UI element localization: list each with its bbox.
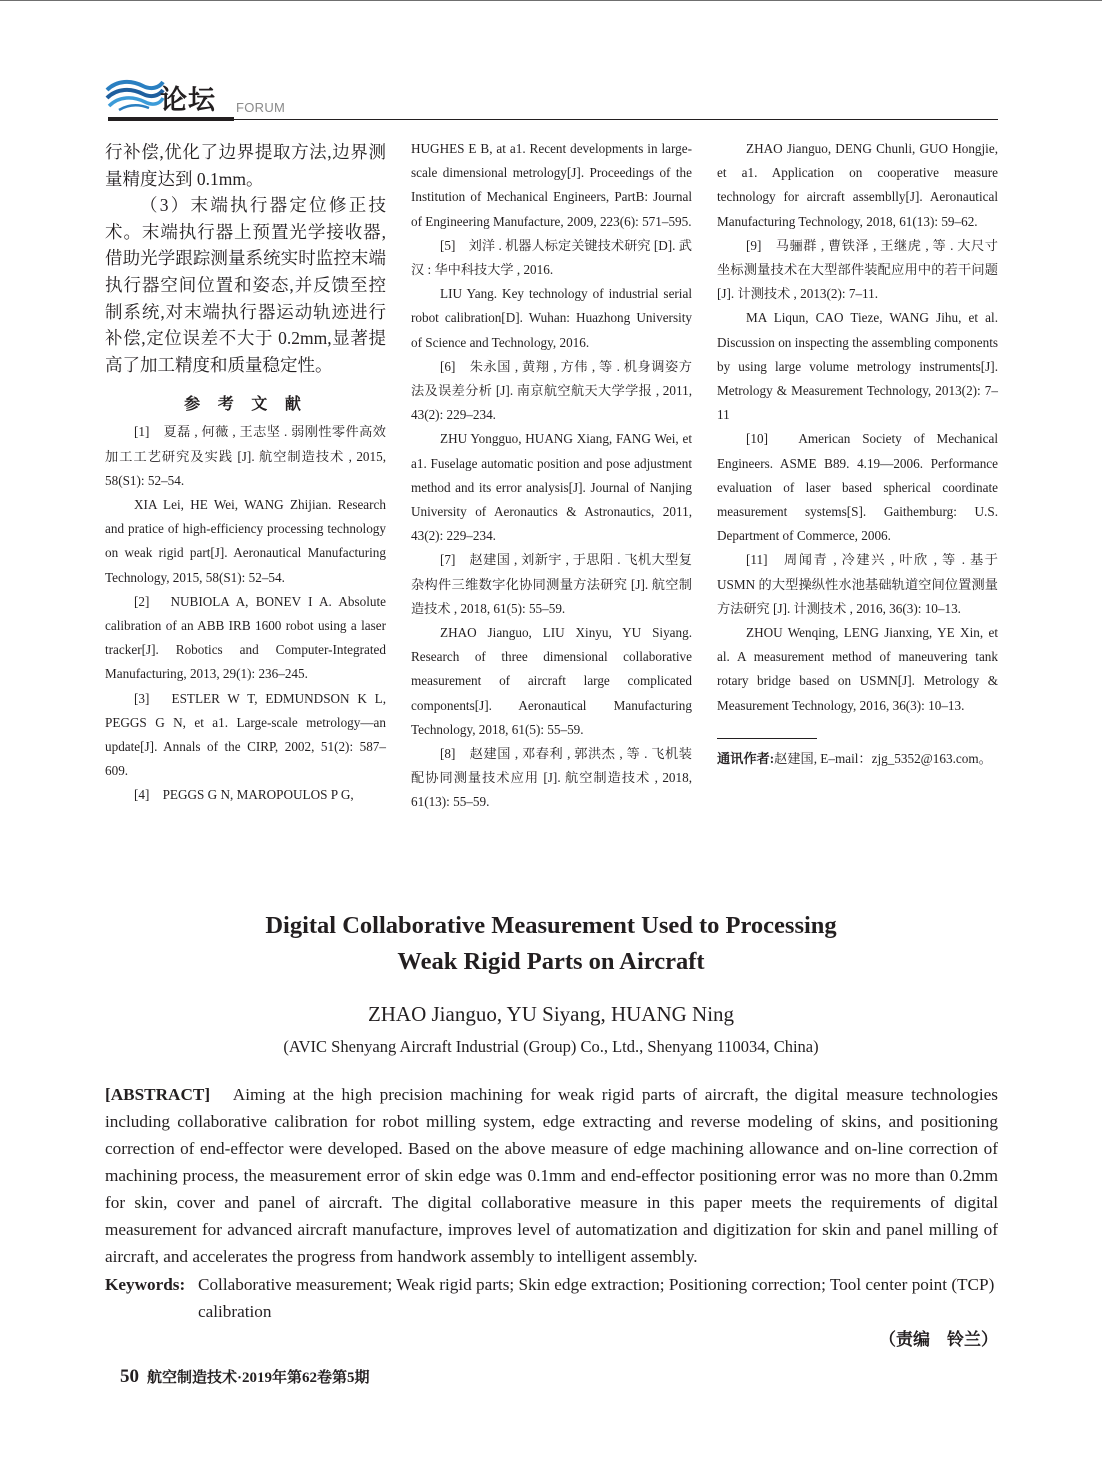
column-left — [105, 137, 386, 808]
top-border-line — [0, 0, 1102, 1]
wave-logo-icon — [105, 76, 165, 112]
references-heading: 参 考 文 献 — [184, 394, 307, 414]
corresponding-author — [717, 747, 998, 771]
reference-item: [6] 朱永国 , 黄翔 , 方伟 , 等 . 机身调姿方法及误差分析 [J]. 南京航空航天大学学报 , 2011, 43(2): 229–234. — [411, 358, 692, 423]
reference-item: [9] 马骊群 , 曹铁泽 , 王继虎 , 等 . 大尺寸坐标测量技术在大型部件装配应用中的若干问题 [J]. 计测技术 , 2013(2): 7–11. — [717, 237, 998, 302]
reference-item: [10] American Society of Mechanical Engineers. ASME B89. 4.19—2006. Performance evaluation of laser based spherical coordinate measurement systems[S]. Gaithemburg: U.S. Department of Commerce, 2006. — [717, 431, 998, 544]
english-keywords — [105, 1271, 998, 1325]
english-title — [0, 908, 1102, 980]
corresponding-author-label: 通讯作者: — [717, 750, 775, 766]
reference-item: XIA Lei, HE Wei, WANG Zhijian. Research and pratice of high-efficiency processing technology on weak rigid part[J]. Aeronautical Manufacturing Technology, 2015, 58(S1): 52–54. — [105, 496, 386, 585]
reference-item: ZHOU Wenqing, LENG Jianxing, YE Xin, et al. A measurement method of maneuvering tank rotary bridge based on USMN[J]. Metrology & Measurement Technology, 2016, 36(3): 10–13. — [717, 625, 998, 713]
footnote-separator — [717, 738, 817, 739]
english-abstract — [105, 1081, 998, 1270]
section-title-cn: 论坛 — [160, 85, 216, 116]
abstract-text: Aiming at the high precision machining for weak rigid parts of aircraft, the digital measure technologies including collaborative calibration for robot milling system, edge extracting and reverse modeling of skins, and positioning correction of end-effector were developed. Based on the above measure of edge machining allowance and on-line correction of machining process, the measurement error of skin edge was 0.1mm and end-effector positioning error was no more than 0.2mm for skin, cover and panel of aircraft. The digital collaborative measure in this paper meets the requirements of digital measurement for advanced aircraft manufacture, improves level of automatization and digitization for skin and panel milling of aircraft, and accelerates the progress from handwork assembly to intelligent assembly. — [105, 1085, 998, 1266]
english-affiliation: (AVIC Shenyang Aircraft Industrial (Group) Co., Ltd., Shenyang 110034, China) — [283, 1037, 819, 1056]
reference-item: LIU Yang. Key technology of industrial serial robot calibration[D]. Wuhan: Huazhong University of Science and Technology, 2016. — [411, 286, 692, 350]
reference-item: [11] 周闻青 , 冷建兴 , 叶欣 , 等 . 基于 USMN 的大型操纵性水池基础轨道空间位置测量方法研究 [J]. 计测技术 , 2016, 36(3): 10–13. — [717, 552, 998, 616]
column-middle — [411, 137, 692, 815]
keywords-text: Collaborative measurement; Weak rigid parts; Skin edge extraction; Positioning correction; Tool center point (TCP) calibration — [198, 1275, 995, 1321]
editor-note: （责编 铃兰） — [879, 1330, 998, 1350]
body-paragraph: 行补偿,优化了边界提取方法,边界测量精度达到 0.1mm。 — [105, 142, 386, 189]
english-authors: ZHAO Jianguo, YU Siyang, HUANG Ning — [367, 1002, 735, 1026]
reference-item: HUGHES E B, at a1. Recent developments in large-scale dimensional metrology[J]. Proceedings of the Institution of Mechanical Engineers, PartB: Journal of Engineering Manufacture, 2009, 223(6): 571–595. — [411, 141, 692, 229]
page-footer — [120, 1366, 370, 1388]
english-title-line1: Digital Collaborative Measurement Used to Processing — [265, 912, 837, 939]
column-right — [717, 137, 998, 771]
reference-item: [3] ESTLER W T, EDMUNDSON K L, PEGGS G N, et a1. Large-scale metrology—an update[J]. Annals of the CIRP, 2002, 51(2): 587–609. — [105, 690, 386, 779]
reference-item: ZHAO Jianguo, DENG Chunli, GUO Hongjie, et a1. Application on cooperative measure technology for aircraft assemblly[J]. Aeronautical Manufacturing Technology, 2018, 61(13): 59–62. — [717, 141, 998, 229]
section-title-en: FORUM — [236, 100, 286, 115]
reference-item: [1] 夏磊 , 何薇 , 王志坚 . 弱刚性零件高效加工工艺研究及实践 [J]. 航空制造技术 , 2015, 58(S1): 52–54. — [105, 424, 386, 488]
page-number: 50 — [120, 1366, 139, 1387]
reference-item: [8] 赵建国 , 邓春利 , 郭洪杰 , 等 . 飞机装配协同测量技术应用 [J]. 航空制造技术 , 2018, 61(13): 55–59. — [411, 746, 692, 810]
english-title-line2: Weak Rigid Parts on Aircraft — [397, 948, 705, 975]
reference-item: [4] PEGGS G N, MAROPOULOS P G, — [134, 787, 354, 803]
corresponding-author-text: 赵建国, E–mail：zjg_5352@163.com。 — [774, 750, 992, 766]
header-rule — [108, 119, 998, 120]
reference-item: ZHAO Jianguo, LIU Xinyu, YU Siyang. Research of three dimensional collaborative measurement of aircraft large complicated components[J]. Aeronautical Manufacturing Technology, 2018, 61(5): 55–59. — [411, 625, 692, 737]
header-accent-bar — [108, 117, 234, 121]
reference-item: [2] NUBIOLA A, BONEV I A. Absolute calibration of an ABB IRB 1600 robot using a laser tracker[J]. Robotics and Computer-Integrated Manufacturing, 2013, 29(1): 236–245. — [105, 593, 386, 682]
keywords-label: Keywords: — [105, 1275, 186, 1294]
abstract-label: [ABSTRACT] — [105, 1085, 211, 1104]
reference-item: [7] 赵建国 , 刘新宇 , 于思阳 . 飞机大型复杂构件三维数字化协同测量方法研究 [J]. 航空制造技术 , 2018, 61(5): 55–59. — [411, 552, 692, 616]
body-paragraph: （3）末端执行器定位修正技术。末端执行器上预置光学接收器,借助光学跟踪测量系统实时监控末端执行器空间位置和姿态,并反馈至控制系统,对末端执行器运动轨迹进行补偿,定位误差不大于 0.2mm,显著提高了加工精度和质量稳定性。 — [105, 195, 386, 375]
journal-name: 航空制造技术·2019年第62卷第5期 — [147, 1370, 370, 1386]
reference-item: MA Liqun, CAO Tieze, WANG Jihu, et al. Discussion on inspecting the assembling components by using large volume metrology instruments[J]. Metrology & Measurement Technology, 2013(2): 7–11 — [717, 310, 998, 423]
reference-item: ZHU Yongguo, HUANG Xiang, FANG Wei, et a1. Fuselage automatic position and pose adjustment method and its error analysis[J]. Journal of Nanjing University of Aeronautics & Astronautics, 2011, 43(2): 229–234. — [411, 431, 692, 544]
reference-item: [5] 刘洋 . 机器人标定关键技术研究 [D]. 武汉 : 华中科技大学 , 2016. — [411, 237, 692, 278]
